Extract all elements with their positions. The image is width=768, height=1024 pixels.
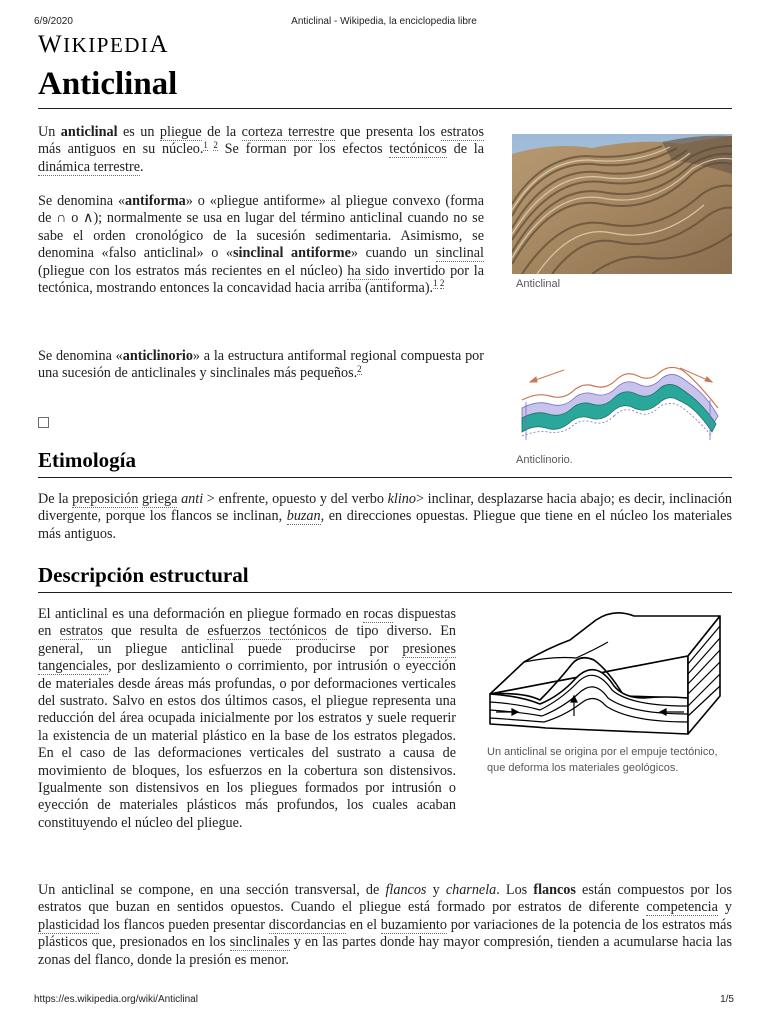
link-rocas[interactable]: rocas [363,606,394,622]
logo-first-letter: W [38,31,64,58]
term-sinclinal-antiforme: sinclinal antiforme [233,245,351,262]
etimologia-rule [38,477,732,478]
print-date: 6/9/2020 [34,16,73,27]
heading-etimologia: Etimología [38,448,136,472]
term-flancos-bold: flancos [533,882,576,898]
link-dinamica-terrestre[interactable]: dinámica terrestre [38,158,141,175]
term-flancos-italic: flancos [385,882,427,898]
link-estratos-2[interactable]: estratos [59,623,103,640]
link-discordancias[interactable]: discordancias [268,916,346,933]
term-antiforma: antiforma [125,193,186,209]
anticline-photo [512,134,732,274]
intro-paragraph-2: Se denomina «antiforma» o «pliegue antiforme» al pliegue convexo (forma de ∩ o ∧); normalmente se usa en lugar del término anticlinal cuando no se sabe el orden cronológico de la sucesión sedimentaria. Asimismo, se denomina «falso anticlinal» o «sinclinal antiforme» cuando un sinclinal (pliegue con los estratos más recientes en el núcleo) ha sido invertido por la tectónica, mostrando entonces la concavidad hacia arriba (antiforma).$^1$ $^2$ [38,193,485,297]
logo-middle: IKIPEDI [63,33,150,57]
print-footer [34,994,734,1008]
print-header [34,16,734,30]
link-competencia[interactable]: competencia [646,899,718,916]
checkbox-icon[interactable] [38,417,49,428]
link-plasticidad[interactable]: plasticidad [38,916,100,933]
etimologia-paragraph: De la preposición griega anti > enfrente, opuesto y del verbo klino> inclinar, desplazarse hacia abajo; es decir, inclinación divergente, porque los flancos se inclinan, buzan, en direcciones opuestas. Pliegue que tiene en el núcleo los materiales más antiguos. [38,491,733,542]
link-pliegue[interactable]: pliegue [159,124,202,140]
term-anticlinorio: anticlinorio [122,348,193,364]
descripcion-paragraph-1: El anticlinal es una deformación en pliegue formado en rocas dispuestas en estratos que resulta de esfuerzos tectónicos de tipo diverso. En general, un pliegue anticlinal puede producirse por presiones tangenciales, por deslizamiento o corrimiento, por intrusión o eyección de materiales desde áreas más profundas, o por deformaciones verticales del sustrato. Salvo en estos dos últimos casos, el pliegue representa una reducción del área ocupada inicialmente por los estratos y suele requerir la existencia de un material plástico en la base de los estratos plegados. En el caso de las deformaciones verticales del sustrato a causa de movimiento de bloques, los esfuerzos en la cobertura son distensivos. Igualmente son distensivos en los pliegues formados por intrusión o eyección de materiales plásticos más profundos, los cuales acaban constituyendo el núcleo del pliegue. [38,606,732,832]
logo-last-letter: A [149,31,169,58]
link-buzamiento[interactable]: buzamiento [380,916,447,933]
link-esfuerzos-tectonicos[interactable]: esfuerzos tectónicos [207,623,327,640]
block-diagram-caption: Un anticlinal se origina por el empuje tectónico, que deforma los materiales geológicos. [487,746,718,774]
anticline-photo-drawing [512,134,732,274]
descripcion-rule [38,592,732,593]
link-griega[interactable]: griega [141,491,178,507]
link-estratos[interactable]: estratos [440,124,484,140]
term-charnela: charnela [445,882,497,898]
heading-descripcion-estructural: Descripción estructural [38,563,249,587]
diagram-caption: Anticlinorio. [516,454,573,466]
link-buzan[interactable]: buzan [286,508,321,525]
link-preposicion[interactable]: preposición [72,491,139,507]
anticlinorium-drawing [512,360,732,448]
figure-float-spacer [456,606,732,826]
title-rule [38,108,732,109]
ref-2-c[interactable]: 2 [357,363,362,374]
ref-1[interactable]: 1 [203,139,208,150]
print-title: Anticlinal - Wikipedia, la enciclopedia libre [291,16,477,27]
link-presiones-tangenciales[interactable]: presiones tangenciales [38,640,456,675]
ref-2-b[interactable]: 2 [439,278,445,289]
term-klino: klino [387,491,416,507]
intro-paragraph-3: Se denomina «anticlinorio» a la estructura antiformal regional compuesta por una sucesión de anticlinales y sinclinales más pequeños.$^2$ [38,348,484,382]
link-corteza-terrestre[interactable]: corteza terrestre [241,124,335,140]
link-tectonicos[interactable]: tectónicos [389,141,447,158]
print-url: https://es.wikipedia.org/wiki/Anticlinal [34,994,198,1005]
intro-paragraph-1: Un anticlinal es un pliegue de la corteza terrestre que presenta los estratos más antiguos en su núcleo.$^1$ $^2$ Se forman por los efectos tectónicos de la dinámica terrestre. [38,124,484,175]
descripcion-paragraph-2: Un anticlinal se compone, en una sección transversal, de flancos y charnela. Los flancos están compuestos por los estratos que buzan en sentidos opuestos. Cuando el pliegue está formado por estratos de diferente competencia y plasticidad los flancos pueden presentar discordancias en el buzamiento por variaciones de la potencia de los estratos más plásticos que, presionados en los sinclinales y en las partes donde hay mayor compresión, tienden a acumularse hacia las zonas del flanco, donde la presión es menor. [38,882,733,968]
photo-caption: Anticlinal [516,278,561,290]
link-sinclinal[interactable]: sinclinal [435,245,484,262]
anticlinorium-diagram [512,360,732,448]
term-anticlinal: anticlinal [60,124,118,140]
link-ha-sido[interactable]: ha sido [347,262,390,279]
ref-1-b[interactable]: 1 [433,278,438,289]
ref-2[interactable]: 2 [213,139,218,150]
link-sinclinales[interactable]: sinclinales [229,934,290,951]
term-anti: anti [181,491,204,507]
print-page-number: 1/5 [720,994,734,1005]
page-title: Anticlinal [38,66,178,102]
wikipedia-logo[interactable] [38,31,169,59]
